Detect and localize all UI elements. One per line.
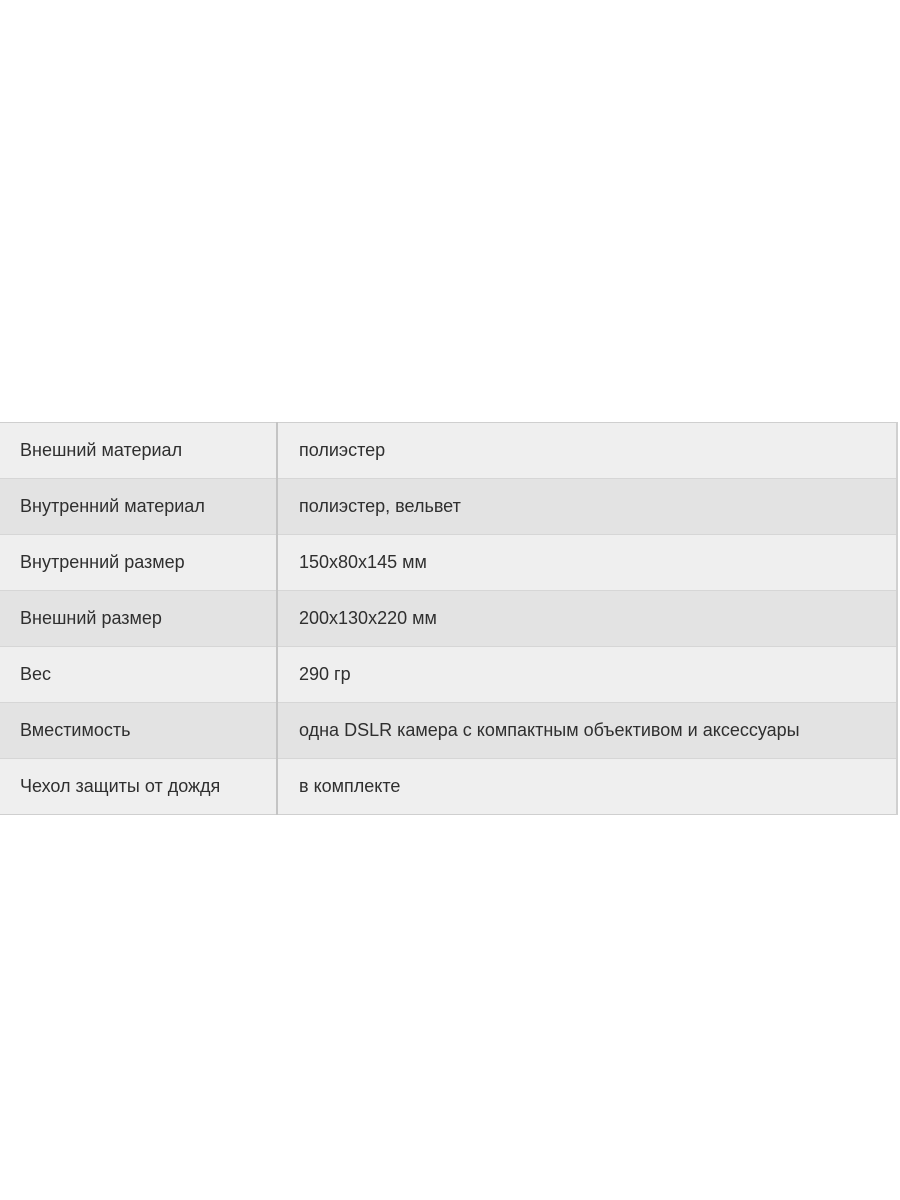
spec-value: 150x80x145 мм — [277, 535, 897, 591]
spec-value: полиэстер — [277, 423, 897, 479]
spec-value: в комплекте — [277, 759, 897, 815]
spec-label: Чехол защиты от дождя — [0, 759, 277, 815]
spec-label: Вместимость — [0, 703, 277, 759]
spec-label: Внутренний размер — [0, 535, 277, 591]
spec-label: Вес — [0, 647, 277, 703]
spec-value: полиэстер, вельвет — [277, 479, 897, 535]
table-row — [0, 591, 897, 647]
table-row — [0, 423, 897, 479]
spec-label: Внутренний материал — [0, 479, 277, 535]
table-row — [0, 759, 897, 815]
table-row — [0, 703, 897, 759]
spec-value: одна DSLR камера с компактным объективом и аксессуары — [277, 703, 897, 759]
spec-value: 200x130x220 мм — [277, 591, 897, 647]
table-row — [0, 647, 897, 703]
spec-label: Внешний материал — [0, 423, 277, 479]
spec-label: Внешний размер — [0, 591, 277, 647]
table-row — [0, 535, 897, 591]
spec-value: 290 гр — [277, 647, 897, 703]
specifications-table — [0, 422, 898, 815]
table-row — [0, 479, 897, 535]
